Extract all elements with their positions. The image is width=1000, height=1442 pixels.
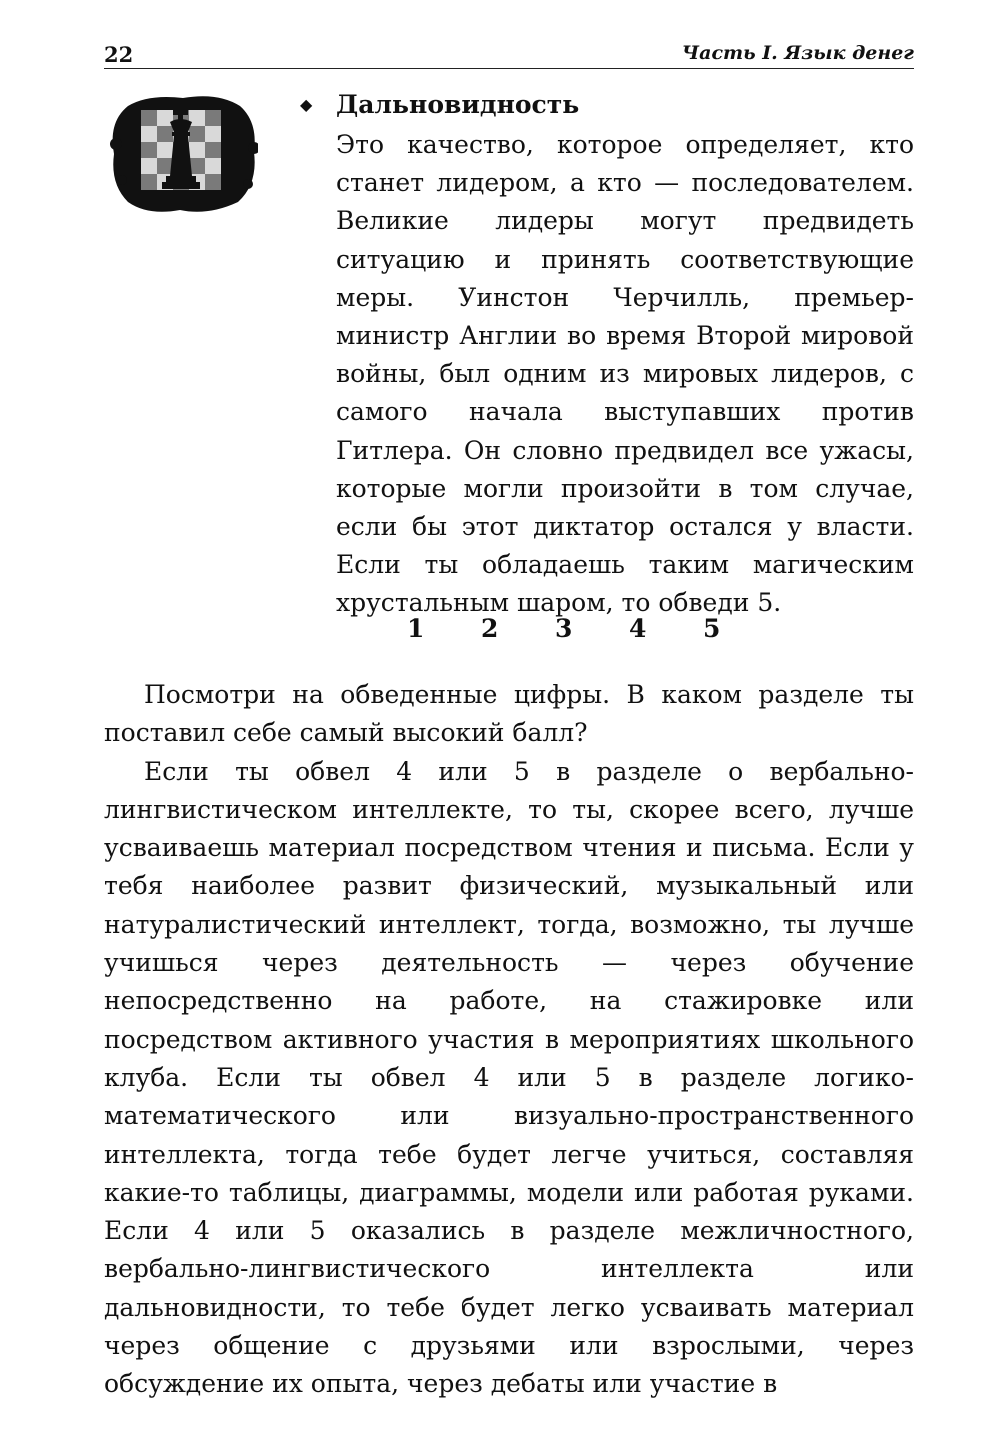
bullet-icon: ◆ (300, 95, 313, 114)
page-header (104, 40, 914, 69)
paragraph: Если ты обвел 4 или 5 в разделе о вербально-лингвистическом интеллекте, то ты, скорее всего, лучше усваиваешь материал посредством чтения и письма. Если у тебя наиболее развит физический, музыкальный или натуралистический интеллект, тогда, возможно, ты лучше учишься через деятельность — через обучение непосредственно на работе, на стажировке или посредством активного участия в мероприятиях школьного клуба. Если ты обвел 4 или 5 в разделе логико-математического или визуально-пространственного интеллекта, тогда тебе будет легче учиться, составляя какие-то таблицы, диаграммы, модели или работая руками. Если 4 или 5 оказались в разделе межличностного, вербально-лингвистического интеллекта или дальновидности, то тебе будет легко усваивать материал через общение с друзьями или взрослыми, через обсуждение их опыта, через дебаты или участие в (104, 756, 914, 1399)
rating-scale (395, 614, 735, 654)
paragraph: Посмотри на обведенные цифры. В каком разделе ты поставил себе самый высокий балл? (104, 680, 914, 748)
rating-option: 5 (703, 614, 721, 643)
rating-option: 4 (629, 614, 647, 643)
item-description: Это качество, которое определяет, кто станет лидером, а кто — последователем. Великие лидеры могут предвидеть ситуацию и принять соответствующие меры. Уинстон Черчилль, премьер-министр Англии во время Второй мировой войны, был одним из мировых лидеров, с самого начала выступавших против Гитлера. Он словно предвидел все ужасы, которые могли произойти в том случае, если бы этот диктатор остался у власти. Если ты обладаешь таким магическим хрустальным шаром, то обведи 5. (336, 130, 914, 618)
page-number: 22 (104, 42, 134, 67)
rating-option: 3 (555, 614, 573, 643)
chess-king-icon (108, 92, 258, 214)
rating-option: 1 (407, 614, 425, 643)
body-text (104, 676, 914, 1404)
rating-option: 2 (481, 614, 499, 643)
running-head: Часть I. Язык денег (681, 42, 914, 64)
item-heading-text: Дальновидность (336, 90, 580, 119)
chess-emblem-graphic (108, 92, 258, 214)
